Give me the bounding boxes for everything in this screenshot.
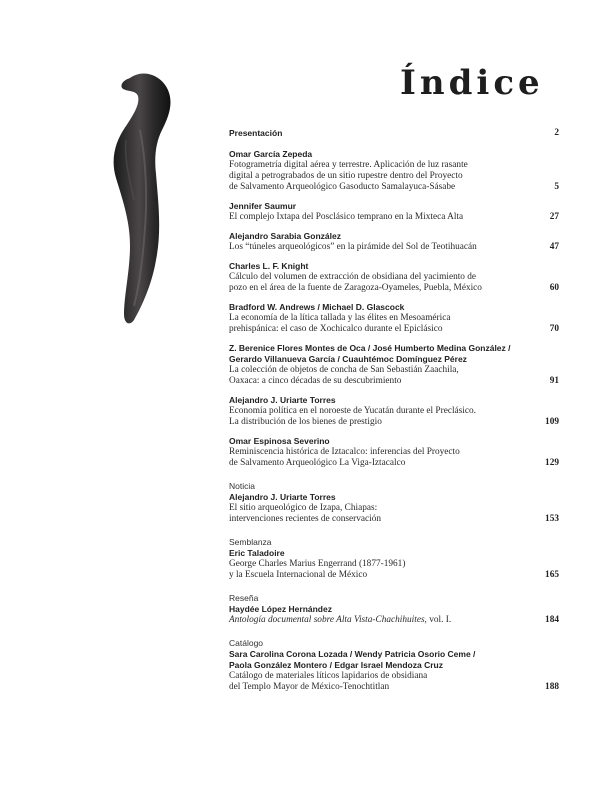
entry-title-line: Los “túneles arqueológicos” en la pirámide del Sol de Teotihuacán (229, 242, 477, 252)
toc-entry[interactable] (229, 436, 559, 469)
entry-title-line: Reminiscencia histórica de Iztacalco: inferencias del Proyecto (229, 447, 460, 457)
section-label: Catálogo (229, 638, 264, 648)
entry-title-line: Catálogo de materiales líticos lapidarios de obsidiana (229, 671, 428, 681)
entry-title-line: La colección de objetos de concha de San Sebastián Zaachila, (229, 365, 459, 375)
book-title: Antología documental sobre Alta Vista-Chachihuites, (229, 615, 427, 625)
page-number: 47 (549, 242, 559, 252)
toc-entry[interactable] (229, 302, 559, 335)
entry-title-line: El complejo Ixtapa del Posclásico temprano en la Mixteca Alta (229, 212, 464, 222)
entry-title-line: intervenciones recientes de conservación (229, 514, 382, 524)
page-number: 5 (554, 182, 559, 192)
page-number: 109 (545, 417, 559, 427)
entry-author: Paola González Montero / Edgar Israel Mendoza Cruz (229, 660, 443, 670)
entry-title-line: de Salvamento Arqueológico Gasoducto Samalayuca-Sásabe (229, 182, 456, 192)
entry-title-line: pozo en el área de la fuente de Zaragoza-Oyameles, Puebla, México (229, 283, 482, 293)
section-label: Noticia (229, 481, 255, 491)
toc-entry[interactable] (229, 395, 559, 428)
entry-title-line: La distribución de los bienes de prestigio (229, 417, 382, 427)
page-title: Índice (400, 63, 544, 103)
toc-entry-semblanza[interactable] (229, 537, 559, 581)
volume-text: vol. I. (426, 615, 452, 625)
entry-author: Gerardo Villanueva García / Cuauhtémoc Domínguez Pérez (229, 354, 467, 364)
entry-author: Sara Carolina Corona Lozada / Wendy Patricia Osorio Ceme / (229, 649, 476, 659)
page-number: 2 (554, 128, 559, 138)
toc-entry[interactable] (229, 149, 559, 193)
entry-author: Jennifer Saumur (229, 201, 297, 211)
section-label: Semblanza (229, 537, 272, 547)
page-number: 184 (545, 615, 559, 625)
entry-author: Bradford W. Andrews / Michael D. Glascock (229, 302, 405, 312)
entry-title-line: y la Escuela Internacional de México (229, 570, 368, 580)
entry-author: Alejandro Sarabia González (229, 231, 341, 241)
page-number: 70 (549, 324, 559, 334)
entry-author: Alejandro J. Uriarte Torres (229, 395, 336, 405)
entry-title-line: Cálculo del volumen de extracción de obsidiana del yacimiento de (229, 272, 477, 282)
entry-title-line: Fotogrametría digital aérea y terrestre. Aplicación de luz rasante (229, 160, 468, 170)
section-label: Reseña (229, 593, 259, 603)
page-number: 27 (549, 212, 559, 222)
entry-title-line: prehispánica: el caso de Xochicalco durante el Epiclásico (229, 324, 443, 334)
entry-title-line: de Salvamento Arqueológico La Viga-Iztacalco (229, 458, 406, 468)
toc-entry-catalogo[interactable] (229, 638, 559, 693)
page-number: 188 (545, 682, 559, 692)
entry-author: Eric Taladoire (229, 548, 285, 558)
toc-entry[interactable] (229, 231, 559, 253)
entry-title-line: digital a petrograbados de un sitio rupestre dentro del Proyecto (229, 171, 463, 181)
entry-title-line: Oaxaca: a cinco décadas de su descubrimiento (229, 376, 402, 386)
page-number: 60 (549, 283, 559, 293)
table-of-contents (229, 128, 559, 701)
entry-title-line: George Charles Marius Engerrand (1877-1961) (229, 559, 406, 569)
toc-entry-resena[interactable] (229, 593, 559, 626)
entry-title-line (229, 615, 559, 626)
page-number: 165 (545, 570, 559, 580)
entry-author: Charles L. F. Knight (229, 261, 309, 271)
obsidian-artifact-image (96, 70, 178, 325)
entry-author: Z. Berenice Flores Montes de Oca / José Humberto Medina González / (229, 343, 511, 353)
toc-entry[interactable] (229, 201, 559, 223)
entry-title-line: El sitio arqueológico de Izapa, Chiapas: (229, 503, 378, 513)
entry-title-line: Economía política en el noroeste de Yucatán durante el Preclásico. (229, 406, 476, 416)
toc-entry-presentation[interactable] (229, 128, 559, 139)
page-number: 129 (545, 458, 559, 468)
page-number: 91 (549, 376, 559, 386)
toc-entry[interactable] (229, 343, 559, 387)
entry-author: Omar García Zepeda (229, 149, 313, 159)
entry-author: Alejandro J. Uriarte Torres (229, 492, 336, 502)
entry-author: Haydée López Hernández (229, 604, 332, 614)
toc-entry-noticia[interactable] (229, 481, 559, 525)
entry-title-line: del Templo Mayor de México-Tenochtitlan (229, 682, 390, 692)
toc-entry[interactable] (229, 261, 559, 294)
page-number: 153 (545, 514, 559, 524)
entry-title-line: La economía de la lítica tallada y las élites en Mesoamérica (229, 313, 451, 323)
entry-author: Omar Espinosa Severino (229, 436, 330, 446)
presentation-label: Presentación (229, 128, 283, 138)
